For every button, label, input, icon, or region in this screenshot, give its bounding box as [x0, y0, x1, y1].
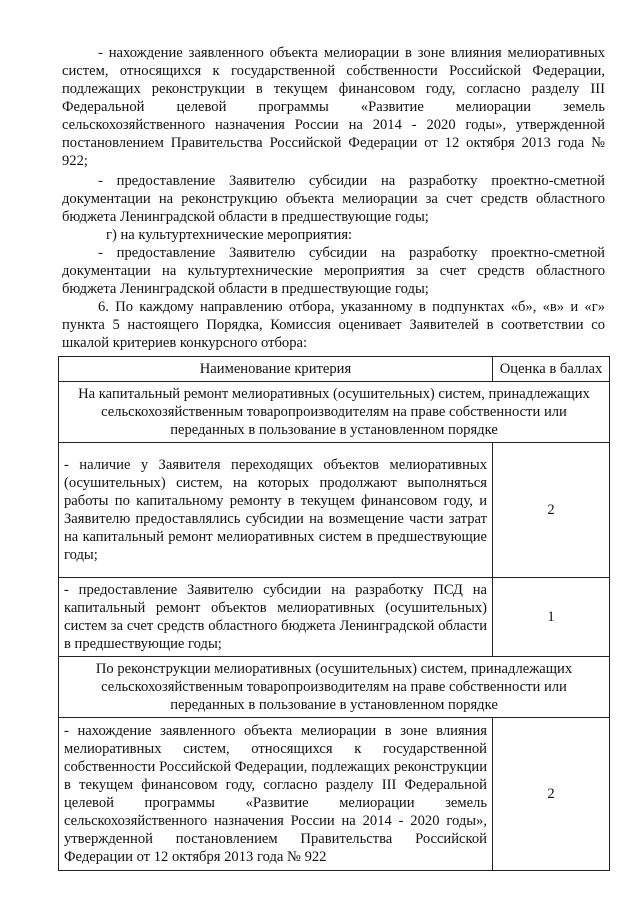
criteria-table [58, 356, 610, 871]
table-row [59, 718, 610, 871]
table-section-row [59, 657, 610, 718]
paragraph-reclamation-zone: - нахождение заявленного объекта мелиорации в зоне влияния мелиоративных систем, относящихся к государственной собственности Российской Федерации, подлежащих реконструкции в текущем финансовом году, согласно разделу III Федеральной целевой программы «Развитие мелиорации земель сельскохозяйственного назначения России на 2014 - 2020 годы», утвержденной постановлением Правительства Российской Федерации от 12 октября 2013 года № 922; [62, 45, 605, 169]
criterion-text: - нахождение заявленного объекта мелиорации в зоне влияния мелиоративных систем, относящихся к государственной собственности Российской Федерации, подлежащих реконструкции в текущем финансовом году, согласно разделу III Федеральной целевой программы «Развитие мелиорации земель сельскохозяйственного назначения России на 2014 - 2020 годы», утвержденной постановлением Правительства Российской Федерации от 12 октября 2013 года № 922 [59, 718, 493, 871]
table-header-row [59, 357, 610, 382]
criterion-score: 2 [493, 718, 610, 871]
criterion-text: - предоставление Заявителю субсидии на разработку ПСД на капитальный ремонт объектов мелиоративных (осушительных) систем за счет средств областного бюджета Ленинградской области в предшествующие годы; [59, 578, 493, 657]
table-row [59, 443, 610, 578]
table-section-row [59, 382, 610, 443]
paragraph-design-subsidy-cultural: - предоставление Заявителю субсидии на разработку проектно-сметной документации на культуртехнические мероприятия за счет средств областного бюджета Ленинградской области в предшествующие годы; [62, 245, 605, 297]
section-reconstruction: По реконструкции мелиоративных (осушительных) систем, принадлежащих сельскохозяйственным товаропроизводителям на праве собственности или переданных в пользование в установленном порядке [59, 657, 610, 718]
paragraph-section-6: 6. По каждому направлению отбора, указанному в подпунктах «б», «в» и «г» пункта 5 настоящего Порядка, Комиссия оценивает Заявителей в соответствии со шкалой критериев конкурсного отбора: [62, 299, 605, 351]
paragraph-design-subsidy-reconstruction: - предоставление Заявителю субсидии на разработку проектно-сметной документации на реконструкцию объекта мелиорации за счет средств областного бюджета Ленинградской области в предшествующие годы; [62, 173, 605, 225]
criterion-score: 2 [493, 443, 610, 578]
section-capital-repair: На капитальный ремонт мелиоративных (осушительных) систем, принадлежащих сельскохозяйственным товаропроизводителям на праве собственности или переданных в пользование в установленном порядке [59, 382, 610, 443]
header-criterion-name: Наименование критерия [59, 357, 493, 382]
paragraph-cultural-measures-heading: г) на культуртехнические мероприятия: [106, 227, 353, 243]
table-row [59, 578, 610, 657]
header-score: Оценка в баллах [493, 357, 610, 382]
criterion-score: 1 [493, 578, 610, 657]
criterion-text: - наличие у Заявителя переходящих объектов мелиоративных (осушительных) систем, на которых продолжают выполняться работы по капитальному ремонту в текущем финансовом году, и Заявителю предоставлялись субсидии на возмещение части затрат на капитальный ремонт мелиоративных систем в предшествующие годы; [59, 443, 493, 578]
